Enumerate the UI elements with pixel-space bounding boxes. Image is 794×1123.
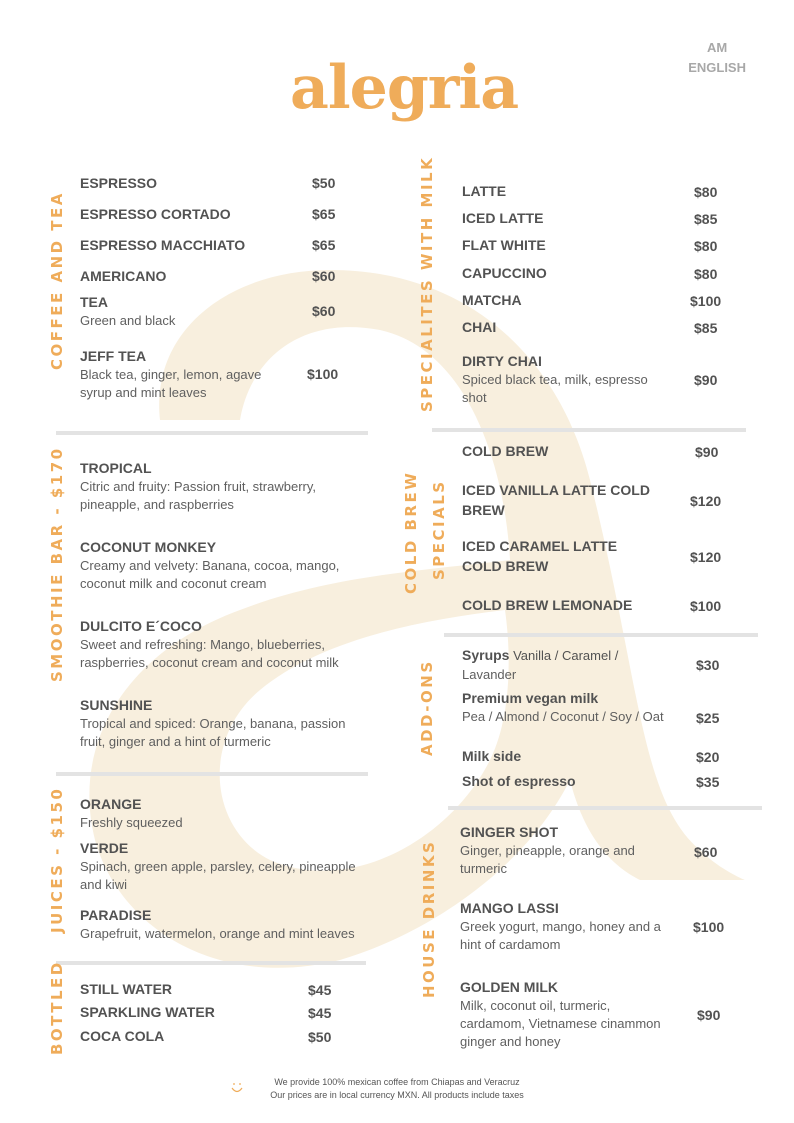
menu-item: Milk side bbox=[462, 748, 522, 764]
language-code[interactable]: AM bbox=[706, 40, 728, 55]
menu-item: STILL WATER bbox=[80, 981, 173, 997]
item-price: $90 bbox=[695, 444, 719, 460]
section-title-coldbrew-line2: SPECIALS bbox=[430, 479, 448, 580]
language-selector[interactable] bbox=[688, 38, 746, 78]
menu-item: COLD BREW LEMONADE bbox=[462, 597, 633, 613]
item-price: $60 bbox=[312, 303, 336, 319]
item-price: $20 bbox=[696, 749, 720, 765]
menu-item: Syrups Vanilla / Caramel / Lavander bbox=[462, 647, 619, 682]
item-price: $90 bbox=[694, 372, 718, 388]
section-divider bbox=[444, 633, 758, 637]
item-price: $30 bbox=[696, 657, 720, 673]
section-title-house: HOUSE DRINKS bbox=[420, 839, 438, 998]
menu-item: MANGO LASSI Greek yogurt, mango, honey and a hint of cardamom bbox=[460, 900, 661, 952]
menu-item: ICED LATTE bbox=[462, 210, 544, 226]
item-price: $100 bbox=[690, 598, 722, 614]
menu-item: Premium vegan milk Pea / Almond / Coconut / Soy / Oat bbox=[462, 690, 664, 724]
footer-line-coffee-origin: We provide 100% mexican coffee from Chiapas and Veracruz bbox=[274, 1077, 520, 1087]
section-divider bbox=[56, 431, 368, 435]
section-title-addons: ADD-ONS bbox=[418, 659, 436, 756]
section-divider bbox=[56, 772, 368, 776]
menu-item: LATTE bbox=[462, 183, 507, 199]
menu-item: VERDE Spinach, green apple, parsley, celery, pineapple and kiwi bbox=[80, 840, 356, 892]
item-price: $85 bbox=[694, 211, 718, 227]
brand-logo: alegria bbox=[290, 53, 519, 123]
item-price: $60 bbox=[312, 268, 336, 284]
section-title-milk: SPECIALITES WITH MILK bbox=[418, 155, 436, 412]
item-price: $85 bbox=[694, 320, 718, 336]
section-title-juices: JUICES - $150 bbox=[48, 786, 66, 933]
section-divider bbox=[432, 428, 746, 432]
item-price: $35 bbox=[696, 774, 720, 790]
item-price: $100 bbox=[307, 366, 339, 382]
menu-item: DIRTY CHAI Spiced black tea, milk, espresso shot bbox=[462, 353, 648, 405]
menu-item: PARADISE Grapefruit, watermelon, orange and mint leaves bbox=[80, 907, 355, 941]
menu-item: Shot of espresso bbox=[462, 773, 576, 789]
section-title-coffee: COFFEE AND TEA bbox=[48, 191, 66, 370]
menu-item: GOLDEN MILK Milk, coconut oil, turmeric, cardamom, Vietnamese cinammon ginger and honey bbox=[460, 979, 661, 1049]
item-price: $45 bbox=[308, 982, 332, 998]
menu-item: COCA COLA bbox=[80, 1028, 165, 1044]
menu-item: TROPICAL Citric and fruity: Passion fruit, strawberry, pineapple, and raspberries bbox=[80, 460, 316, 512]
item-price: $100 bbox=[690, 293, 722, 309]
menu-item: ESPRESSO bbox=[80, 175, 158, 191]
menu-item: AMERICANO bbox=[80, 268, 167, 284]
menu-item: ESPRESSO CORTADO bbox=[80, 206, 231, 222]
section-divider bbox=[448, 806, 762, 810]
menu-item: CAPUCCINO bbox=[462, 265, 547, 281]
footer-note bbox=[0, 1076, 794, 1102]
item-price: $65 bbox=[312, 206, 336, 222]
item-price: $50 bbox=[308, 1029, 332, 1045]
menu-item: ORANGE Freshly squeezed bbox=[80, 796, 183, 830]
menu-item: ESPRESSO MACCHIATO bbox=[80, 237, 246, 253]
menu-item: SPARKLING WATER bbox=[80, 1004, 215, 1020]
menu-item: COCONUT MONKEY Creamy and velvety: Banana, cocoa, mango, coconut milk and coconut cream bbox=[80, 539, 340, 591]
menu-item: ICED VANILLA LATTE COLD BREW bbox=[462, 482, 650, 518]
item-price: $120 bbox=[690, 493, 722, 509]
item-price: $80 bbox=[694, 238, 718, 254]
section-divider bbox=[56, 961, 366, 965]
menu-item: DULCITO E´COCO Sweet and refreshing: Mango, blueberries, raspberries, coconut cream and coconut milk bbox=[80, 618, 339, 670]
footer-line-currency: Our prices are in local currency MXN. All products include taxes bbox=[270, 1090, 524, 1100]
menu-item: JEFF TEA Black tea, ginger, lemon, agave syrup and mint leaves bbox=[80, 348, 262, 400]
menu-item: CHAI bbox=[462, 319, 497, 335]
language-label[interactable]: ENGLISH bbox=[688, 60, 746, 75]
menu-item: GINGER SHOT Ginger, pineapple, orange and turmeric bbox=[460, 824, 635, 876]
item-price: $25 bbox=[696, 710, 720, 726]
item-price: $60 bbox=[694, 844, 718, 860]
item-price: $120 bbox=[690, 549, 722, 565]
item-price: $90 bbox=[697, 1007, 721, 1023]
section-title-coldbrew-line1: COLD BREW bbox=[402, 470, 420, 594]
section-title-bottled: BOTTLED bbox=[48, 960, 66, 1055]
menu-item: SUNSHINE Tropical and spiced: Orange, banana, passion fruit, ginger and a hint of turmeric bbox=[80, 697, 346, 749]
section-title-smoothie: SMOOTHIE BAR - $170 bbox=[48, 446, 66, 682]
item-price: $100 bbox=[693, 919, 725, 935]
item-price: $65 bbox=[312, 237, 336, 253]
menu-item: MATCHA bbox=[462, 292, 522, 308]
item-price: $50 bbox=[312, 175, 336, 191]
item-price: $45 bbox=[308, 1005, 332, 1021]
menu-item: ICED CARAMEL LATTE COLD BREW bbox=[462, 538, 618, 574]
item-price: $80 bbox=[694, 266, 718, 282]
item-price: $80 bbox=[694, 184, 718, 200]
menu-item: TEA Green and black bbox=[80, 294, 176, 328]
menu-item: COLD BREW bbox=[462, 443, 549, 459]
menu-item: FLAT WHITE bbox=[462, 237, 546, 253]
